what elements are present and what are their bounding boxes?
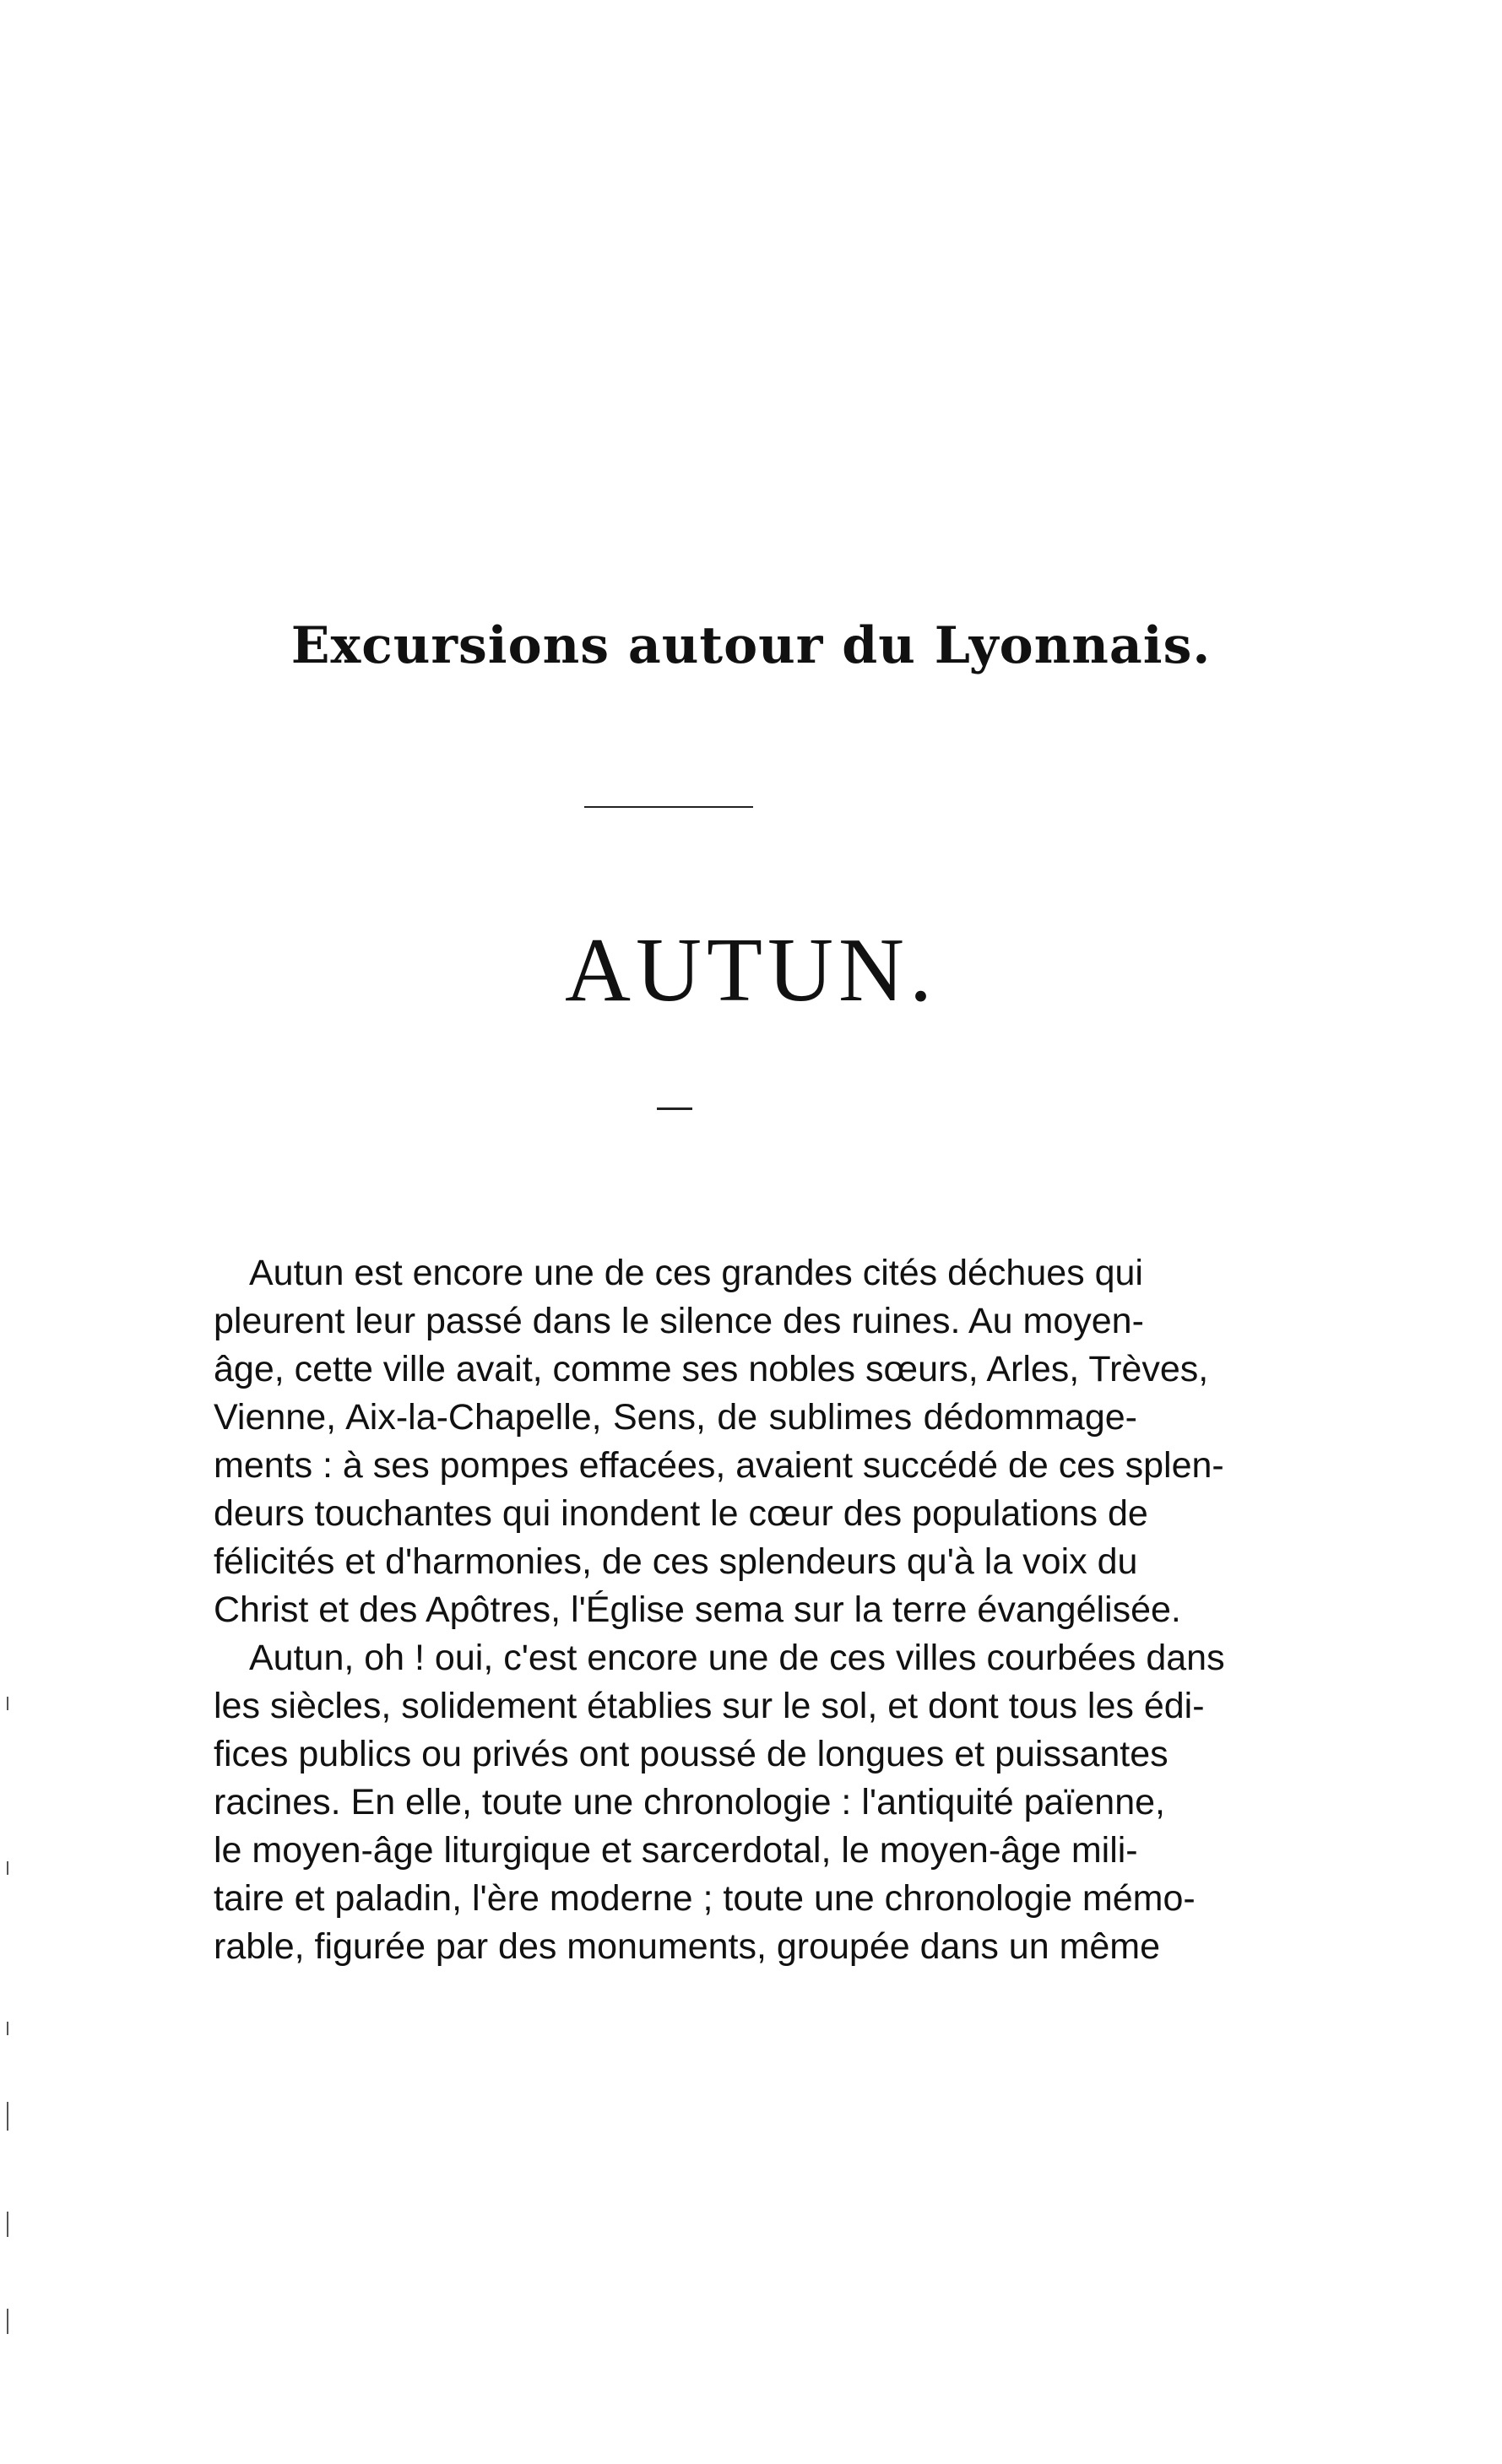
text-line: les siècles, solidement établies sur le sol, et dont tous les édi- xyxy=(214,1686,1205,1726)
text-line: fices publics ou privés ont poussé de longues et puissantes xyxy=(214,1734,1169,1774)
margin-mark xyxy=(7,2309,8,2334)
title-rule xyxy=(584,806,753,808)
chapter-title: AUTUN. xyxy=(565,920,937,1021)
text-line: racines. En elle, toute une chronologie : l'antiquité païenne, xyxy=(214,1782,1165,1822)
margin-mark xyxy=(7,1697,8,1710)
text-line: le moyen-âge liturgique et sarcerdotal, le moyen-âge mili- xyxy=(214,1830,1138,1871)
text-line: Autun, oh ! oui, c'est encore une de ces villes courbées dans xyxy=(249,1638,1225,1678)
text-line: Vienne, Aix-la-Chapelle, Sens, de sublimes dédommage- xyxy=(214,1397,1137,1438)
text-line: Christ et des Apôtres, l'Église sema sur la terre évangélisée. xyxy=(214,1589,1181,1630)
margin-mark xyxy=(7,2212,8,2237)
chapter-rule xyxy=(657,1107,692,1110)
margin-mark xyxy=(7,2102,8,2131)
margin-mark xyxy=(7,2022,8,2035)
text-line: taire et paladin, l'ère moderne ; toute une chronologie mémo- xyxy=(214,1878,1196,1919)
body-paragraph xyxy=(214,1249,1225,1971)
text-line: pleurent leur passé dans le silence des ruines. Au moyen- xyxy=(214,1301,1144,1341)
running-title: Excursions autour du Lyonnais. xyxy=(290,616,1212,675)
text-line: Autun est encore une de ces grandes cités déchues qui xyxy=(249,1253,1143,1293)
text-line: âge, cette ville avait, comme ses nobles sœurs, Arles, Trèves, xyxy=(214,1349,1209,1389)
text-line: deurs touchantes qui inondent le cœur des populations de xyxy=(214,1493,1148,1534)
text-line: rable, figurée par des monuments, groupée dans un même xyxy=(214,1926,1161,1967)
text-line: ments : à ses pompes effacées, avaient succédé de ces splen- xyxy=(214,1445,1224,1486)
text-line: félicités et d'harmonies, de ces splendeurs qu'à la voix du xyxy=(214,1541,1138,1582)
margin-mark xyxy=(7,1861,8,1875)
